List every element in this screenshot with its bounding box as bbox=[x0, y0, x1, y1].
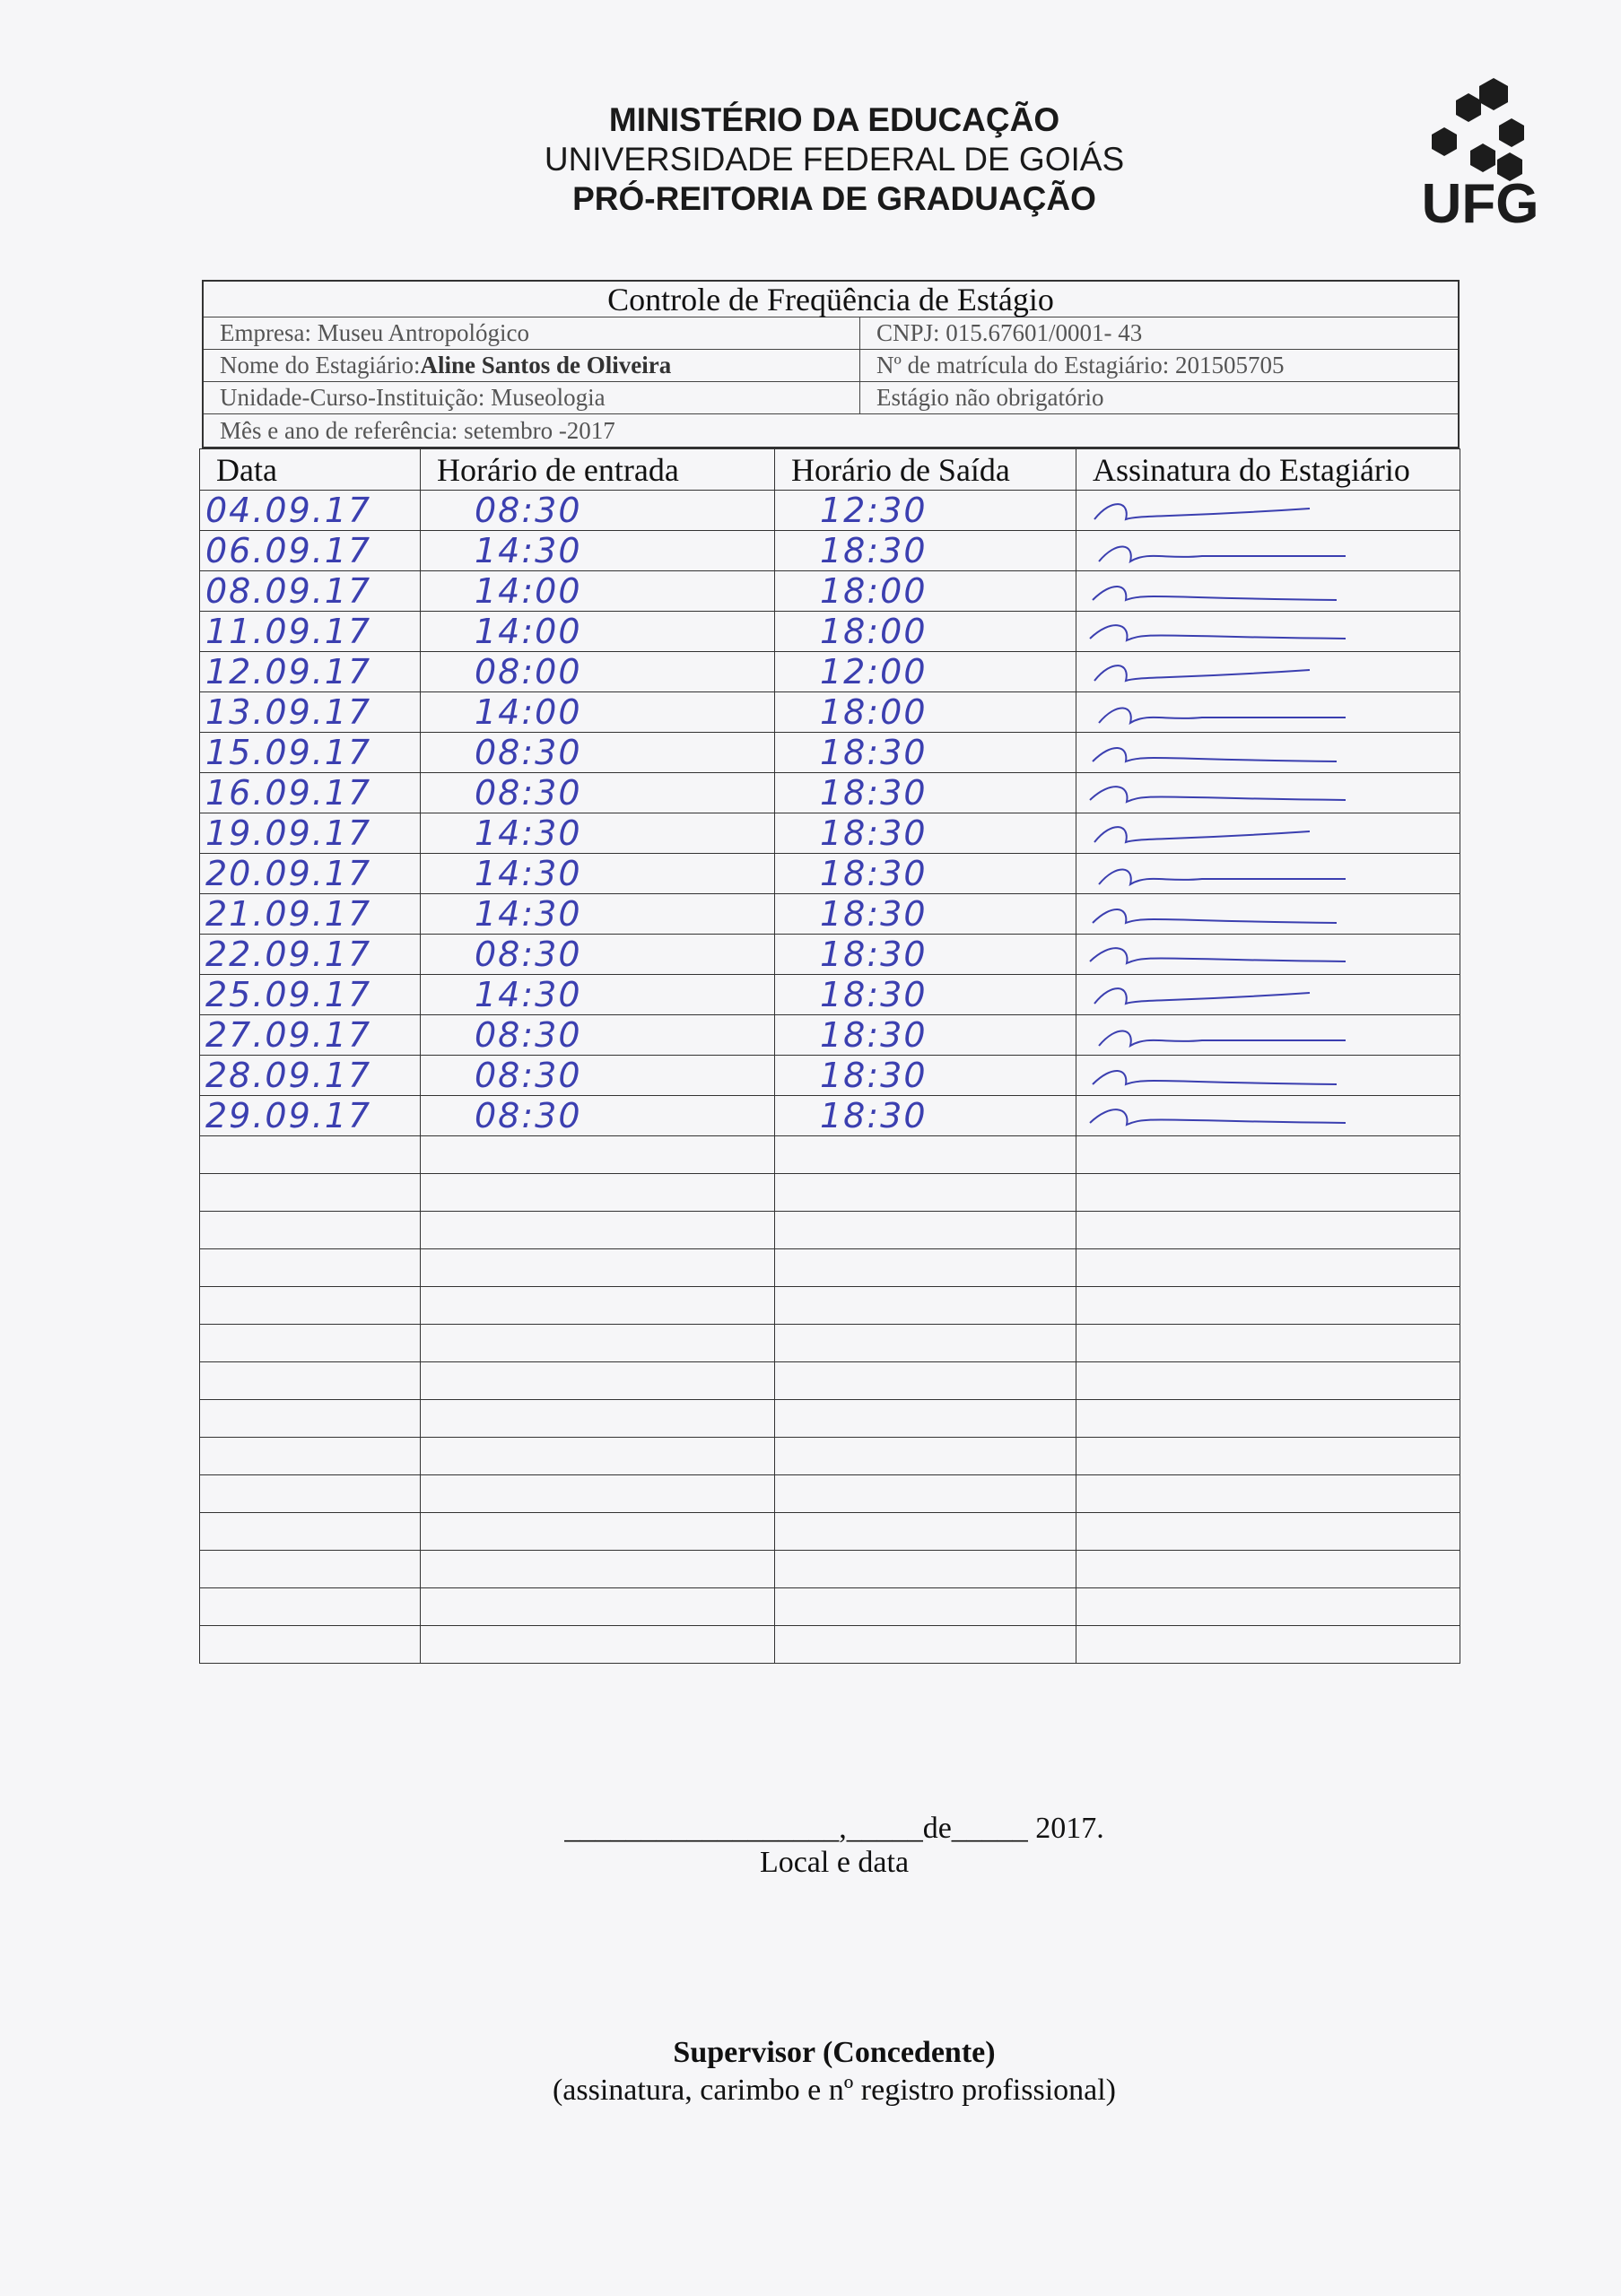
row-saida: 18:30 bbox=[820, 854, 928, 893]
row-date: 22.09.17 bbox=[205, 935, 372, 974]
table-row bbox=[200, 773, 1460, 813]
signature-icon bbox=[1076, 815, 1364, 851]
attendance-table bbox=[199, 448, 1460, 1664]
local-label: Local e data bbox=[759, 1846, 910, 1879]
empty-cell bbox=[421, 1249, 775, 1287]
empty-cell bbox=[200, 1174, 421, 1212]
date-line: __________________,_____de_____ 2017. bbox=[564, 1812, 1104, 1845]
empty-cell bbox=[421, 1513, 775, 1551]
table-row bbox=[200, 1626, 1460, 1664]
table-row bbox=[200, 1287, 1460, 1325]
signature-icon bbox=[1076, 896, 1364, 932]
table-row bbox=[200, 1015, 1460, 1056]
table-row bbox=[200, 733, 1460, 773]
empty-cell bbox=[775, 1325, 1076, 1362]
row-saida: 18:00 bbox=[820, 571, 928, 611]
empty-cell bbox=[775, 1438, 1076, 1475]
row-saida: 18:30 bbox=[820, 894, 928, 934]
empty-cell bbox=[775, 1588, 1076, 1626]
info-row bbox=[204, 414, 1458, 447]
empty-cell bbox=[1076, 1287, 1460, 1325]
info-row bbox=[204, 317, 1458, 350]
table-row bbox=[200, 1174, 1460, 1212]
signature-icon bbox=[1076, 694, 1364, 730]
row-entrada: 14:00 bbox=[475, 612, 582, 651]
table-row bbox=[200, 854, 1460, 894]
row-date: 08.09.17 bbox=[205, 571, 372, 611]
row-date: 12.09.17 bbox=[205, 652, 372, 691]
signature-icon bbox=[1076, 936, 1364, 972]
dept-name: PRÓ-REITORIA DE GRADUAÇÃO bbox=[572, 180, 1096, 217]
row-saida: 18:30 bbox=[820, 975, 928, 1014]
nome-label: Nome do Estagiário: bbox=[220, 352, 421, 378]
signature-icon bbox=[1076, 492, 1364, 528]
empty-cell bbox=[1076, 1325, 1460, 1362]
empty-cell bbox=[421, 1174, 775, 1212]
row-saida: 18:30 bbox=[820, 773, 928, 813]
signature-icon bbox=[1076, 1098, 1364, 1134]
empty-cell bbox=[421, 1362, 775, 1400]
row-date: 04.09.17 bbox=[205, 491, 372, 530]
empty-cell bbox=[200, 1400, 421, 1438]
signature-icon bbox=[1076, 977, 1364, 1013]
col-header-entrada: Horário de entrada bbox=[421, 449, 775, 491]
table-row bbox=[200, 571, 1460, 612]
empty-cell bbox=[421, 1588, 775, 1626]
matricula-field: Nº de matrícula do Estagiário: 201505705 bbox=[876, 352, 1285, 378]
row-date: 25.09.17 bbox=[205, 975, 372, 1014]
empty-cell bbox=[421, 1287, 775, 1325]
empty-cell bbox=[775, 1249, 1076, 1287]
empty-cell bbox=[421, 1212, 775, 1249]
empty-cell bbox=[200, 1136, 421, 1174]
row-date: 16.09.17 bbox=[205, 773, 372, 813]
table-row bbox=[200, 1056, 1460, 1096]
table-row bbox=[200, 612, 1460, 652]
row-date: 06.09.17 bbox=[205, 531, 372, 570]
signature-icon bbox=[1076, 654, 1364, 690]
signature-icon bbox=[1076, 1017, 1364, 1053]
table-row bbox=[200, 1212, 1460, 1249]
empty-cell bbox=[200, 1325, 421, 1362]
table-row bbox=[200, 935, 1460, 975]
row-entrada: 14:00 bbox=[475, 692, 582, 732]
info-row bbox=[204, 350, 1458, 382]
table-row bbox=[200, 692, 1460, 733]
row-date: 21.09.17 bbox=[205, 894, 372, 934]
empty-cell bbox=[1076, 1588, 1460, 1626]
empty-cell bbox=[775, 1475, 1076, 1513]
col-header-assinatura: Assinatura do Estagiário bbox=[1076, 449, 1460, 491]
row-saida: 18:00 bbox=[820, 692, 928, 732]
empty-cell bbox=[200, 1513, 421, 1551]
empty-cell bbox=[1076, 1174, 1460, 1212]
empty-cell bbox=[775, 1513, 1076, 1551]
table-row bbox=[200, 975, 1460, 1015]
signature-icon bbox=[1076, 613, 1364, 649]
empty-cell bbox=[200, 1551, 421, 1588]
row-entrada: 08:00 bbox=[475, 652, 582, 691]
empty-cell bbox=[1076, 1212, 1460, 1249]
row-entrada: 14:00 bbox=[475, 571, 582, 611]
empty-cell bbox=[775, 1626, 1076, 1664]
row-entrada: 08:30 bbox=[475, 935, 582, 974]
empty-cell bbox=[1076, 1136, 1460, 1174]
nome-value: Aline Santos de Oliveira bbox=[420, 352, 672, 378]
estagio-field: Estágio não obrigatório bbox=[876, 384, 1104, 411]
row-saida: 18:30 bbox=[820, 531, 928, 570]
row-date: 19.09.17 bbox=[205, 813, 372, 853]
signature-icon bbox=[1076, 1057, 1364, 1093]
empty-cell bbox=[200, 1362, 421, 1400]
empty-cell bbox=[1076, 1551, 1460, 1588]
row-saida: 18:30 bbox=[820, 935, 928, 974]
row-saida: 18:30 bbox=[820, 1056, 928, 1095]
cnpj-field: CNPJ: 015.67601/0001- 43 bbox=[876, 319, 1143, 346]
row-date: 15.09.17 bbox=[205, 733, 372, 772]
empty-cell bbox=[1076, 1362, 1460, 1400]
col-header-data: Data bbox=[200, 449, 421, 491]
row-date: 13.09.17 bbox=[205, 692, 372, 732]
row-date: 28.09.17 bbox=[205, 1056, 372, 1095]
row-entrada: 14:30 bbox=[475, 894, 582, 934]
row-saida: 18:30 bbox=[820, 1015, 928, 1055]
table-row bbox=[200, 1325, 1460, 1362]
document-header bbox=[502, 100, 1166, 219]
row-date: 20.09.17 bbox=[205, 854, 372, 893]
row-saida: 12:30 bbox=[820, 491, 928, 530]
empty-cell bbox=[775, 1136, 1076, 1174]
table-row bbox=[200, 1136, 1460, 1174]
row-entrada: 14:30 bbox=[475, 531, 582, 570]
row-entrada: 14:30 bbox=[475, 854, 582, 893]
empty-cell bbox=[200, 1588, 421, 1626]
form-title: Controle de Freqüência de Estágio bbox=[204, 282, 1458, 317]
table-row bbox=[200, 1249, 1460, 1287]
empty-cell bbox=[421, 1136, 775, 1174]
empty-cell bbox=[200, 1438, 421, 1475]
row-saida: 12:00 bbox=[820, 652, 928, 691]
supervisor-sub: (assinatura, carimbo e nº registro profissional) bbox=[552, 2074, 1117, 2107]
empty-cell bbox=[775, 1362, 1076, 1400]
table-row bbox=[200, 1362, 1460, 1400]
table-row bbox=[200, 1588, 1460, 1626]
empty-cell bbox=[1076, 1400, 1460, 1438]
row-entrada: 08:30 bbox=[475, 733, 582, 772]
empty-cell bbox=[200, 1287, 421, 1325]
row-date: 11.09.17 bbox=[205, 612, 372, 651]
empty-cell bbox=[1076, 1438, 1460, 1475]
empty-cell bbox=[1076, 1626, 1460, 1664]
row-entrada: 08:30 bbox=[475, 1056, 582, 1095]
row-entrada: 14:30 bbox=[475, 813, 582, 853]
logo-text: UFG bbox=[1421, 173, 1539, 235]
table-row bbox=[200, 1475, 1460, 1513]
signature-icon bbox=[1076, 573, 1364, 609]
empty-cell bbox=[200, 1249, 421, 1287]
empty-cell bbox=[1076, 1249, 1460, 1287]
empty-cell bbox=[775, 1551, 1076, 1588]
unidade-field: Unidade-Curso-Instituição: Museologia bbox=[204, 382, 860, 413]
empty-cell bbox=[200, 1475, 421, 1513]
empresa-field: Empresa: Museu Antropológico bbox=[204, 317, 860, 349]
table-row bbox=[200, 1400, 1460, 1438]
row-date: 29.09.17 bbox=[205, 1096, 372, 1135]
empty-cell bbox=[1076, 1513, 1460, 1551]
nome-field bbox=[204, 350, 860, 381]
table-row bbox=[200, 531, 1460, 571]
row-saida: 18:00 bbox=[820, 612, 928, 651]
info-form bbox=[202, 280, 1460, 448]
empty-cell bbox=[421, 1325, 775, 1362]
empty-cell bbox=[775, 1287, 1076, 1325]
signature-icon bbox=[1076, 775, 1364, 811]
row-entrada: 08:30 bbox=[475, 491, 582, 530]
row-saida: 18:30 bbox=[820, 813, 928, 853]
empty-cell bbox=[775, 1212, 1076, 1249]
row-entrada: 08:30 bbox=[475, 1015, 582, 1055]
table-row bbox=[200, 652, 1460, 692]
table-row bbox=[200, 1438, 1460, 1475]
supervisor-title: Supervisor (Concedente) bbox=[673, 2036, 996, 2069]
row-saida: 18:30 bbox=[820, 1096, 928, 1135]
empty-cell bbox=[775, 1174, 1076, 1212]
empty-cell bbox=[421, 1475, 775, 1513]
supervisor-block bbox=[449, 2034, 1220, 2109]
empty-cell bbox=[200, 1212, 421, 1249]
mes-field: Mês e ano de referência: setembro -2017 bbox=[220, 416, 615, 444]
empty-cell bbox=[421, 1438, 775, 1475]
local-data-block bbox=[538, 1812, 1130, 1880]
empty-cell bbox=[421, 1626, 775, 1664]
col-header-saida: Horário de Saída bbox=[775, 449, 1076, 491]
row-saida: 18:30 bbox=[820, 733, 928, 772]
empty-cell bbox=[775, 1400, 1076, 1438]
table-row bbox=[200, 1551, 1460, 1588]
empty-cell bbox=[421, 1400, 775, 1438]
info-row bbox=[204, 382, 1458, 414]
signature-icon bbox=[1076, 856, 1364, 891]
table-row bbox=[200, 1513, 1460, 1551]
empty-cell bbox=[200, 1626, 421, 1664]
university-name: UNIVERSIDADE FEDERAL DE GOIÁS bbox=[544, 141, 1125, 178]
table-row bbox=[200, 1096, 1460, 1136]
empty-cell bbox=[1076, 1475, 1460, 1513]
table-row bbox=[200, 894, 1460, 935]
row-entrada: 08:30 bbox=[475, 1096, 582, 1135]
table-row bbox=[200, 491, 1460, 531]
table-row bbox=[200, 813, 1460, 854]
empty-cell bbox=[421, 1551, 775, 1588]
signature-icon bbox=[1076, 533, 1364, 569]
row-entrada: 14:30 bbox=[475, 975, 582, 1014]
table-header-row bbox=[200, 449, 1460, 491]
signature-icon bbox=[1076, 735, 1364, 770]
ministry-title: MINISTÉRIO DA EDUCAÇÃO bbox=[608, 101, 1060, 138]
row-date: 27.09.17 bbox=[205, 1015, 372, 1055]
row-entrada: 08:30 bbox=[475, 773, 582, 813]
